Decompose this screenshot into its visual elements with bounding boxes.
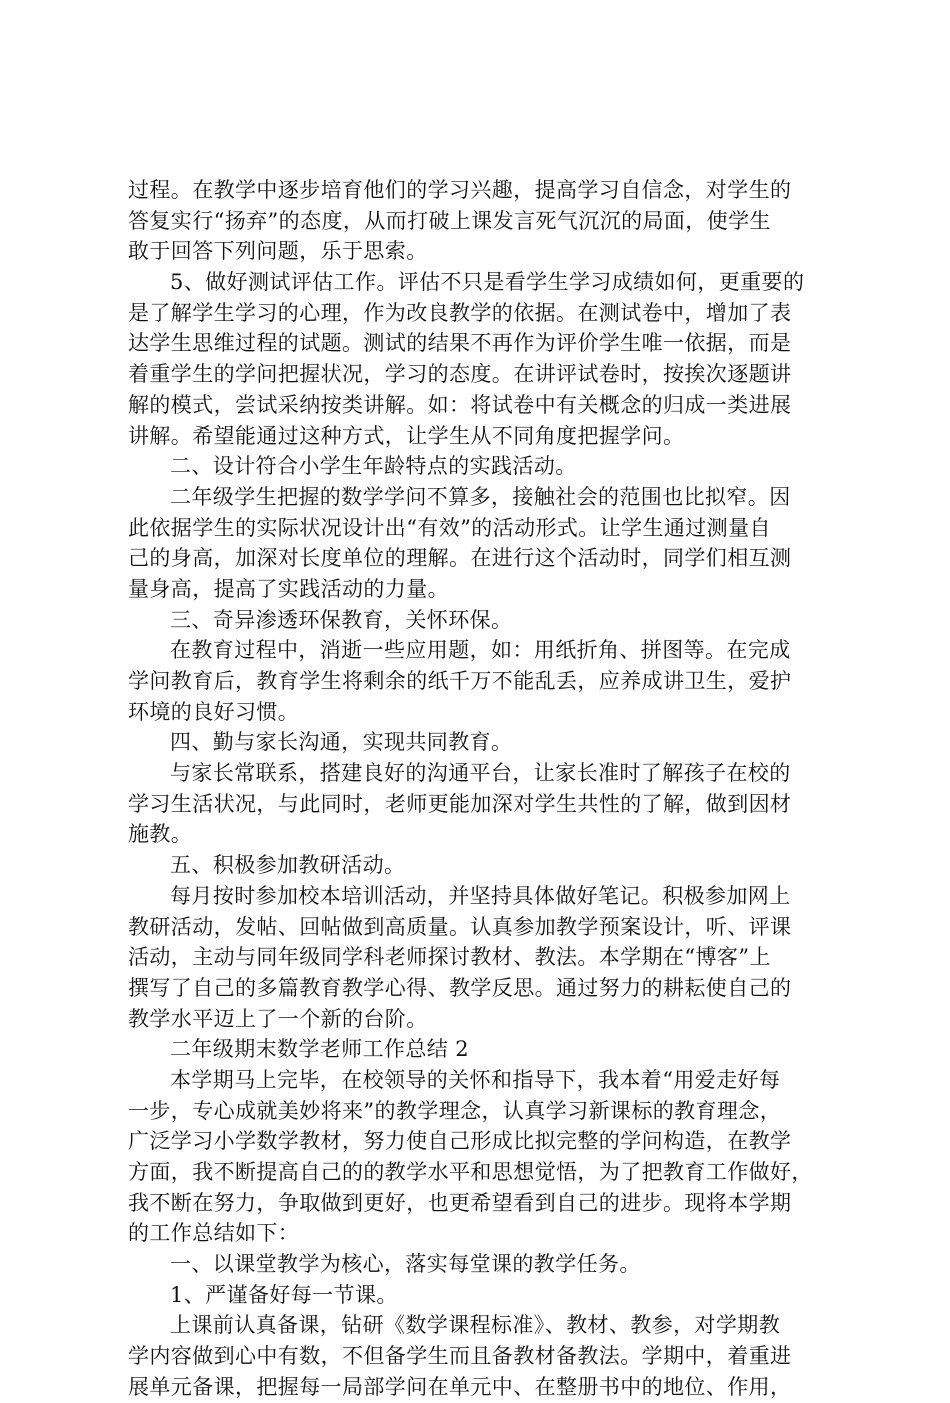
text-line: 在教育过程中，消逝一些应用题，如：用纸折角、拼图等。在完成 bbox=[170, 638, 791, 663]
text-line: 达学生思维过程的试题。测试的结果不再作为评价学生唯一依据，而是 bbox=[128, 331, 792, 356]
text-line: 二年级学生把握的数学学问不算多，接触社会的范围也比拟窄。因 bbox=[170, 484, 791, 509]
text-line: 方面，我不断提高自己的的教学水平和思想觉悟，为了把教育工作做好， bbox=[128, 1160, 813, 1184]
text-line: 与家长常联系，搭建良好的沟通平台，让家长准时了解孩子在校的 bbox=[170, 761, 791, 786]
text-line: 施教。 bbox=[128, 822, 193, 847]
text-line: 学内容做到心中有数，不但备学生而且备教材备教法。学期中，着重进 bbox=[128, 1344, 792, 1369]
text-line: 答复实行“扬弃”的态度，从而打破上课发言死气沉沉的局面，使学生 bbox=[128, 208, 771, 233]
text-line: 活动，主动与同年级同学科老师探讨教材、教法。本学期在“博客”上 bbox=[128, 945, 771, 970]
text-line: 一步，专心成就美妙将来”的教学理念，认真学习新课标的教育理念， bbox=[128, 1098, 782, 1123]
document-body bbox=[128, 175, 834, 1403]
text-line: 三、奇异渗透环保教育，关怀环保。 bbox=[170, 607, 513, 632]
text-line: 着重学生的学问把握状况，学习的态度。在讲评试卷时，按挨次逐题讲 bbox=[128, 362, 792, 387]
text-line: 的工作总结如下： bbox=[128, 1221, 300, 1246]
text-line: 上课前认真备课，钻研《数学课程标准》、教材、教参，对学期教 bbox=[170, 1313, 781, 1338]
text-line: 教研活动，发帖、回帖做到高质量。认真参加教学预案设计，听、评课 bbox=[128, 914, 792, 939]
text-line: 二、设计符合小学生年龄特点的实践活动。 bbox=[170, 454, 577, 479]
text-line: 敢于回答下列问题，乐于思索。 bbox=[128, 239, 428, 264]
text-line: 四、勤与家长沟通，实现共同教育。 bbox=[170, 730, 513, 755]
text-line: 广泛学习小学数学教材，努力使自己形成比拟完整的学问构造，在教学 bbox=[128, 1129, 792, 1154]
text-line: 我不断在努力，争取做到更好，也更希望看到自己的进步。现将本学期 bbox=[128, 1190, 792, 1215]
text-line: 过程。在教学中逐步培育他们的学习兴趣，提高学习自信念，对学生的 bbox=[128, 178, 792, 202]
text-line: 己的身高，加深对长度单位的理解。在进行这个活动时，同学们相互测 bbox=[128, 546, 792, 571]
text-line: 五、积极参加教研活动。 bbox=[170, 853, 406, 878]
text-line: 此依据学生的实际状况设计出“有效”的活动形式。让学生通过测量自 bbox=[128, 515, 771, 540]
text-line: 讲解。希望能通过这种方式，让学生从不同角度把握学问。 bbox=[128, 423, 685, 448]
text-line: 学问教育后，教育学生将剩余的纸千万不能乱丢，应养成讲卫生，爱护 bbox=[128, 669, 792, 693]
text-line: 一、以课堂教学为核心，落实每堂课的教学任务。 bbox=[170, 1252, 641, 1277]
text-line: 是了解学生学习的心理，作为改良教学的依据。在测试卷中，增加了表 bbox=[128, 300, 792, 325]
text-line: 解的模式，尝试采纳按类讲解。如：将试卷中有关概念的归成一类进展 bbox=[128, 392, 792, 417]
text-line: 展单元备课，把握每一局部学问在单元中、在整册书中的地位、作用， bbox=[128, 1374, 792, 1399]
text-line: 本学期马上完毕，在校领导的关怀和指导下，我本着“用爱走好每 bbox=[170, 1067, 781, 1092]
text-line: 5、做好测试评估工作。评估不只是看学生学习成绩如何，更重要的 bbox=[170, 270, 805, 295]
text-line: 环境的良好习惯。 bbox=[128, 699, 300, 724]
text-line: 二年级期末数学老师工作总结 2 bbox=[170, 1037, 470, 1062]
text-line: 量身高，提高了实践活动的力量。 bbox=[128, 576, 449, 601]
text-line: 1、严谨备好每一节课。 bbox=[170, 1282, 398, 1307]
text-line: 学习生活状况，与此同时，老师更能加深对学生共性的了解，做到因材 bbox=[128, 791, 792, 816]
text-line: 每月按时参加校本培训活动，并坚持具体做好笔记。积极参加网上 bbox=[170, 883, 791, 908]
text-line: 撰写了自己的多篇教育教学心得、教学反思。通过努力的耕耘使自己的 bbox=[128, 975, 792, 1000]
text-line: 教学水平迈上了一个新的台阶。 bbox=[128, 1006, 428, 1031]
